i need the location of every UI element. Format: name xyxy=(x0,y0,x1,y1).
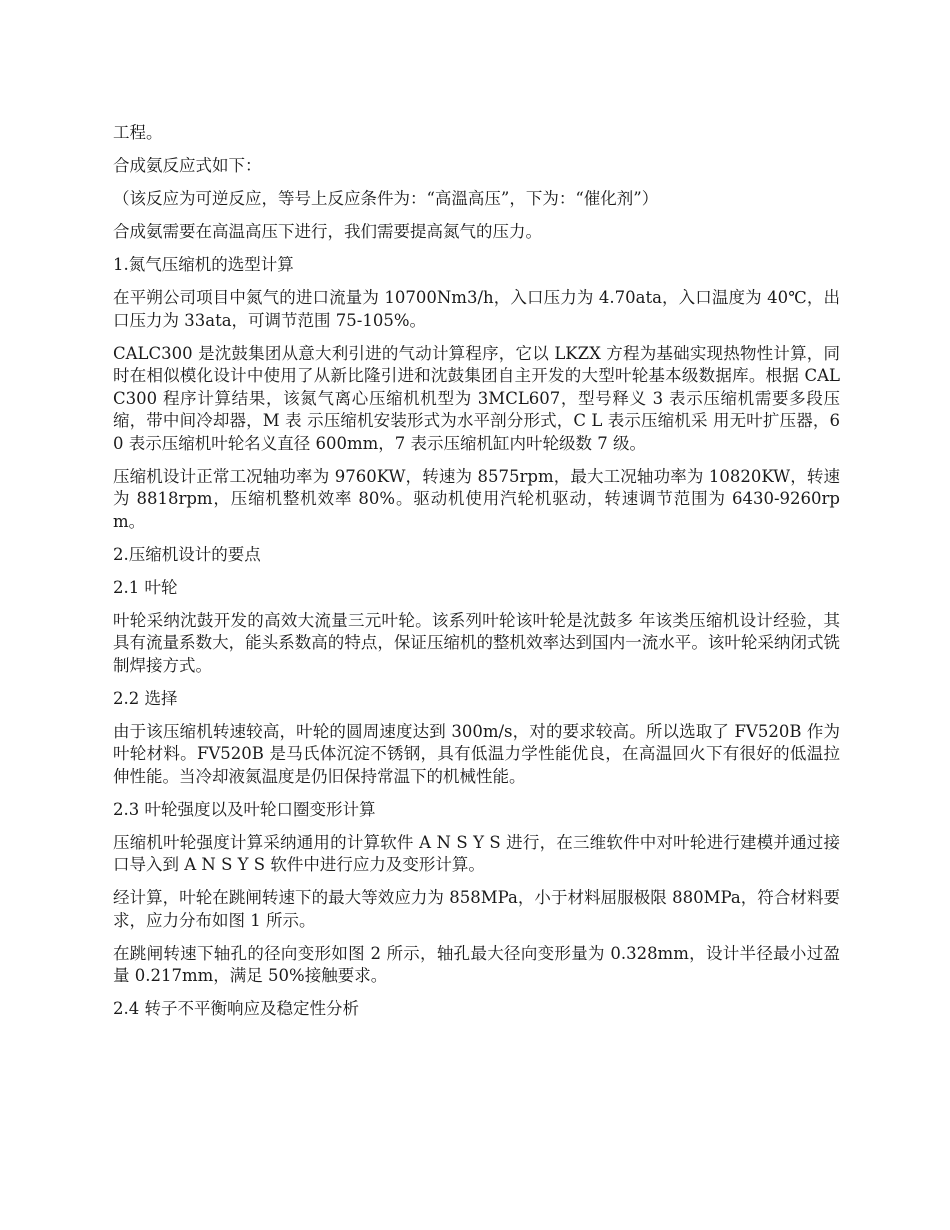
subsection-heading: 2.1 叶轮 xyxy=(113,577,178,597)
paragraph: 合成氨反应式如下： xyxy=(113,156,262,175)
paragraph: 由于该压缩机转速较高，叶轮的圆周速度达到 300m/s，对的要求较高。所以选取了 FV520B 作为叶轮材料。FV520B 是马氏体沉淀不锈钢，具有低温力学性能优良，在高温回火下有很好的低温拉伸性能。当冷却液氮温度是仍旧保持常温下的机械性能。 xyxy=(113,721,840,786)
section-heading: 2.压缩机设计的要点 xyxy=(113,544,261,564)
subsection-heading: 2.2 选择 xyxy=(113,688,178,708)
paragraph: 在平朔公司项目中氮气的进口流量为 10700Nm3/h，入口压力为 4.70ata，入口温度为 40℃，出口压力为 33ata，可调节范围 75-105%。 xyxy=(113,288,840,330)
paragraph: 压缩机设计正常工况轴功率为 9760KW，转速为 8575rpm，最大工况轴功率为 10820KW，转速为 8818rpm，压缩机整机效率 80%。驱动机使用汽轮机驱动，转速调节范围为 6430-9260rpm。 xyxy=(113,466,840,531)
paragraph: （该反应为可逆反应，等号上反应条件为：“高溫高压”，下为：“催化剂”） xyxy=(113,189,659,208)
paragraph: 叶轮采纳沈鼓开发的高效大流量三元叶轮。该系列叶轮该叶轮是沈鼓多 年该类压缩机设计经验，其具有流量系数大，能头系数高的特点，保证压缩机的整机效率达到国内一流水平。该叶轮采纳闭式铣制焊接方式。 xyxy=(113,610,840,675)
section-heading: 1.氮气压缩机的选型计算 xyxy=(113,255,294,274)
paragraph: 在跳闸转速下轴孔的径向变形如图 2 所示，轴孔最大径向变形量为 0.328mm，设计半径最小过盈量 0.217mm，满足 50%接触要求。 xyxy=(113,943,840,985)
paragraph: CALC300 是沈鼓集团从意大利引进的气动计算程序，它以 LKZX 方程为基础实现热物性计算，同时在相似模化设计中使用了从新比隆引进和沈鼓集团自主开发的大型叶轮基本级数据库。根据 CALC300 程序计算结果，该氮气离心压缩机机型为 3MCL607，型号释义 3 表示压缩机需要多段压缩，带中间冷却器，M 表 示压缩机安装形式为水平剖分形式，C L 表示压缩机采 用无叶扩压器，60 表示压缩机叶轮名义直径 600mm，7 表示压缩机缸内叶轮级数 7 级。 xyxy=(113,343,840,453)
paragraph: 经计算，叶轮在跳闸转速下的最大等效应力为 858MPa，小于材料屈服极限 880MPa，符合材料要求，应力分布如图 1 所示。 xyxy=(113,888,840,930)
paragraph: 工程。 xyxy=(113,123,163,142)
subsection-heading: 2.3 叶轮强度以及叶轮口圈变形计算 xyxy=(113,799,376,819)
subsection-heading: 2.4 转子不平衡响应及稳定性分析 xyxy=(113,999,359,1018)
document-body xyxy=(113,122,840,1031)
paragraph: 压缩机叶轮强度计算采纳通用的计算软件 A N S Y S 进行，在三维软件中对叶轮进行建模并通过接口导入到 A N S Y S 软件中进行应力及变形计算。 xyxy=(113,832,840,874)
paragraph: 合成氨需要在高温高压下进行，我们需要提高氮气的压力。 xyxy=(113,222,542,241)
